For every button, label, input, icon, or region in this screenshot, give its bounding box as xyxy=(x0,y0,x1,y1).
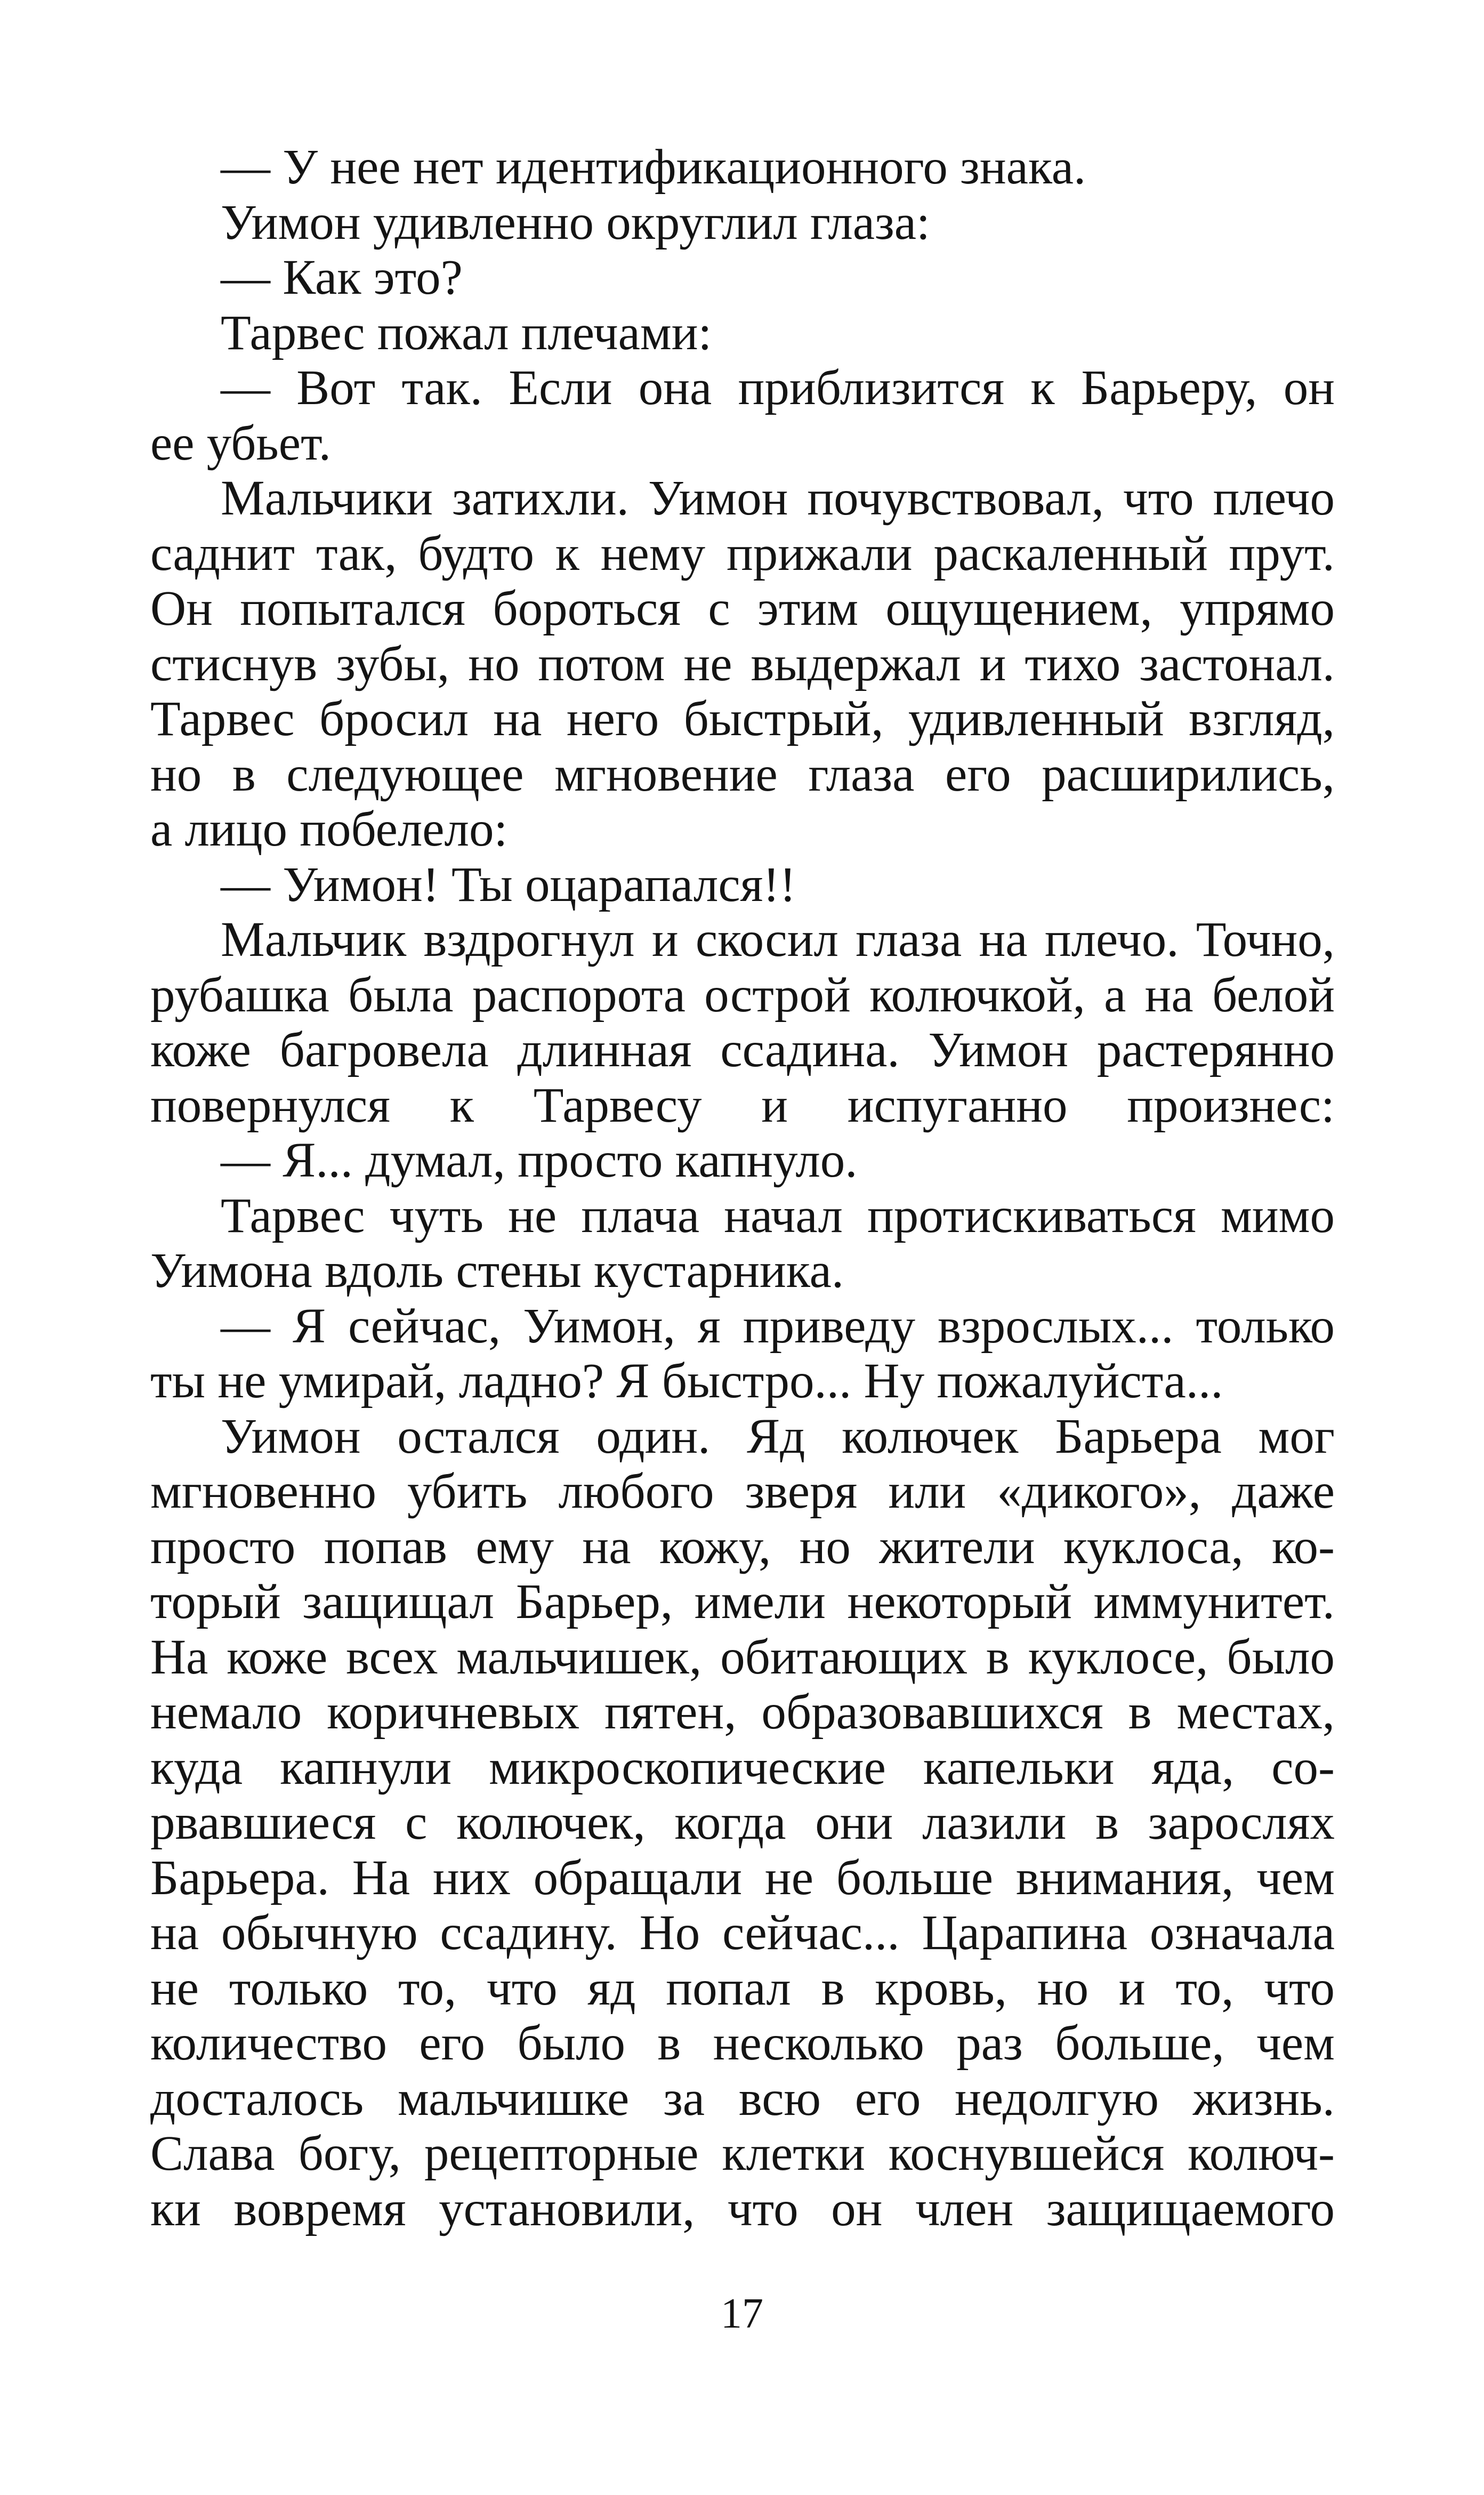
text-line: Тарвес бросил на него быстрый, удивленный взгляд, xyxy=(150,691,1335,746)
text-line: Тарвес пожал плечами: xyxy=(221,305,712,360)
text-line: не только то, что яд попал в кровь, но и то, что xyxy=(150,1960,1335,2016)
text-line: рвавшиеся с колючек, когда они лазили в зарослях xyxy=(150,1795,1335,1850)
text-line: — У нее нет идентификационного знака. xyxy=(221,140,1086,195)
text-line: Уимона вдоль стены кустарника. xyxy=(150,1243,844,1298)
text-line: немало коричневых пятен, образовавшихся в местах, xyxy=(150,1685,1335,1740)
text-line: — Уимон! Ты оцарапался!! xyxy=(221,857,796,912)
text-line: коже багровела длинная ссадина. Уимон растерянно xyxy=(150,1023,1335,1077)
text-line: — Вот так. Если она приблизится к Барьеру, он xyxy=(221,360,1335,415)
text-line: ее убьет. xyxy=(150,415,331,471)
text-line: Мальчик вздрогнул и скосил глаза на плечо. Точно, xyxy=(221,912,1335,967)
text-line: Тарвес чуть не плача начал протискиваться мимо xyxy=(221,1188,1335,1243)
text-line: просто попав ему на кожу, но жители куклоса, ко- xyxy=(150,1519,1335,1574)
text-line: — Я сейчас, Уимон, я приведу взрослых... только xyxy=(221,1298,1335,1354)
text-line: торый защищал Барьер, имели некоторый иммунитет. xyxy=(150,1574,1335,1629)
text-line: Уимон удивленно округлил глаза: xyxy=(221,195,930,250)
text-line: Уимон остался один. Яд колючек Барьера мог xyxy=(221,1409,1335,1464)
text-line: стиснув зубы, но потом не выдержал и тихо застонал. xyxy=(150,636,1335,691)
text-line: саднит так, будто к нему прижали раскаленный прут. xyxy=(150,526,1335,581)
text-line: мгновенно убить любого зверя или «дикого», даже xyxy=(150,1464,1335,1519)
text-line: но в следующее мгновение глаза его расширились, xyxy=(150,746,1335,802)
text-line: куда капнули микроскопические капельки яда, со- xyxy=(150,1740,1335,1795)
text-line: — Как это? xyxy=(221,250,463,305)
text-line: на обычную ссадину. Но сейчас... Царапина означала xyxy=(150,1905,1335,1960)
text-line: Мальчики затихли. Уимон почувствовал, что плечо xyxy=(221,471,1335,526)
text-line: досталось мальчишке за всю его недолгую жизнь. xyxy=(150,2071,1335,2126)
text-line: Он попытался бороться с этим ощущением, упрямо xyxy=(150,581,1335,636)
page-number: 17 xyxy=(721,2290,763,2337)
text-line: количество его было в несколько раз больше, чем xyxy=(150,2016,1335,2071)
text-line: рубашка была распорота острой колючкой, а на белой xyxy=(150,967,1335,1023)
text-line: повернулся к Тарвесу и испуганно произнес: xyxy=(150,1077,1335,1133)
text-line: ки вовремя установили, что он член защищаемого xyxy=(150,2181,1335,2236)
text-line: Барьера. На них обращали не больше внимания, чем xyxy=(150,1850,1335,1905)
text-line: ты не умирай, ладно? Я быстро... Ну пожалуйста... xyxy=(150,1354,1223,1409)
text-line: а лицо побелело: xyxy=(150,802,508,857)
text-line: На коже всех мальчишек, обитающих в куклосе, было xyxy=(150,1629,1335,1685)
body-text xyxy=(150,140,1335,2236)
text-line: — Я... думал, просто капнуло. xyxy=(221,1133,858,1188)
text-line: Слава богу, рецепторные клетки коснувшейся колюч- xyxy=(150,2126,1335,2181)
